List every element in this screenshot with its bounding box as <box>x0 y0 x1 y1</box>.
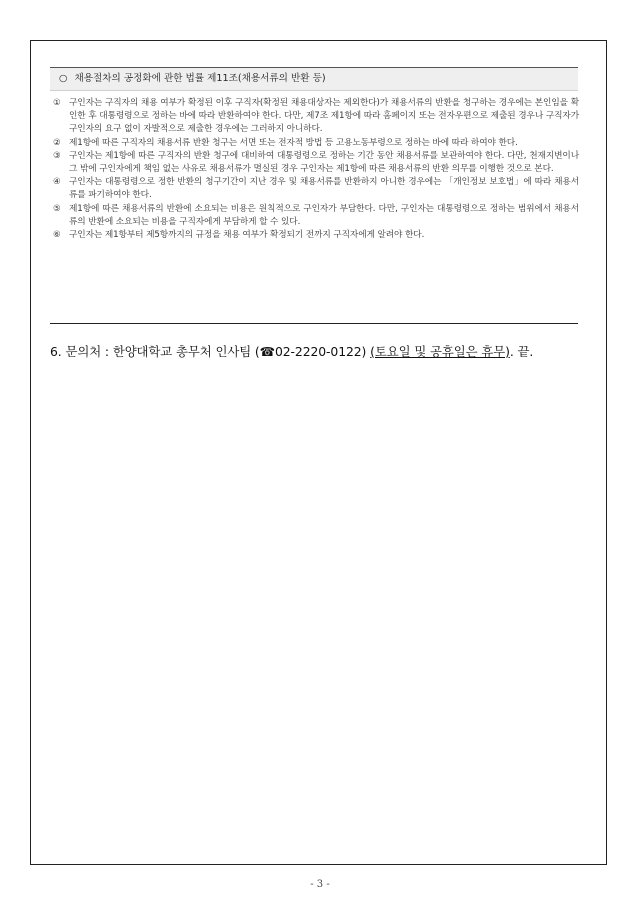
clause-number: ⑤ <box>53 203 61 214</box>
contact-hours-note: (토요일 및 공휴일은 휴무) <box>370 344 510 359</box>
clause-text: 제1항에 따른 구직자의 채용서류 반환 청구는 서면 또는 전자적 방법 등 고용노동부령으로 정하는 바에 따라 하여야 한다. <box>69 137 518 148</box>
clause-text: 구인자는 제1항부터 제5항까지의 규정을 채용 여부가 확정되기 전까지 구직자에게 알려야 한다. <box>69 230 425 241</box>
section-divider <box>50 323 578 324</box>
contact-phone: 02-2220-0122) <box>274 344 367 359</box>
clause-item <box>53 229 579 242</box>
clause-item <box>53 150 579 176</box>
clause-number: ⑥ <box>53 230 61 241</box>
clause-text: 구인자는 구직자의 채용 여부가 확정된 이후 구직자(확정된 채용대상자는 제외한다)가 채용서류의 반환을 청구하는 경우에는 본인임을 확인한 후 대통령령으로 정하는 바에 따라 반환하여야 한다. 다만, 제7조 제1항에 따라 홈페이지 또는 전자우편으로 제출된 경우나 구직자가 구인자의 요구 없이 자발적으로 제출한 경우에는 그러하지 아니하다. <box>69 98 579 135</box>
circle-bullet-icon: ○ <box>59 73 68 84</box>
clause-item <box>53 97 579 137</box>
contact-suffix: . 끝. <box>509 344 534 359</box>
clause-text: 구인자는 대통령령으로 정한 반환의 청구기간이 지난 경우 및 채용서류를 반환하지 아니한 경우에는 「개인정보 보호법」에 따라 채용서류를 파기하여야 한다. <box>69 177 579 201</box>
clause-list <box>53 97 579 242</box>
clause-number: ③ <box>53 150 61 161</box>
law-section-title: 채용절차의 공정화에 관한 법률 제11조(채용서류의 반환 등) <box>74 73 326 84</box>
contact-prefix: 6. 문의처 : 한양대학교 총무처 인사팀 ( <box>50 344 260 359</box>
clause-item <box>53 203 579 229</box>
clause-number: ④ <box>53 177 61 188</box>
clause-number: ① <box>53 98 61 108</box>
phone-icon: ☎ <box>259 344 275 359</box>
clause-item <box>53 176 579 202</box>
page-number: - 3 - <box>310 879 330 890</box>
clause-item <box>53 137 579 150</box>
clause-text: 구인자는 제1항에 따른 구직자의 반환 청구에 대비하여 대통령령으로 정하는 기간 동안 채용서류를 보관하여야 한다. 다만, 천재지변이나 그 밖에 구인자에게 책임 없는 사유로 채용서류가 멸실된 경우 구인자는 제1항에 따른 채용서류의 반환 의무를 이행한 것으로 본다. <box>69 150 579 175</box>
clause-number: ② <box>53 137 61 148</box>
clause-text: 제1항에 따른 채용서류의 반환에 소요되는 비용은 원칙적으로 구인자가 부담한다. 다만, 구인자는 대통령령으로 정하는 범위에서 채용서류의 반환에 소요되는 비용을 구직자에게 부담하게 할 수 있다. <box>69 203 579 227</box>
law-section-header <box>50 67 578 91</box>
contact-line <box>50 344 533 360</box>
